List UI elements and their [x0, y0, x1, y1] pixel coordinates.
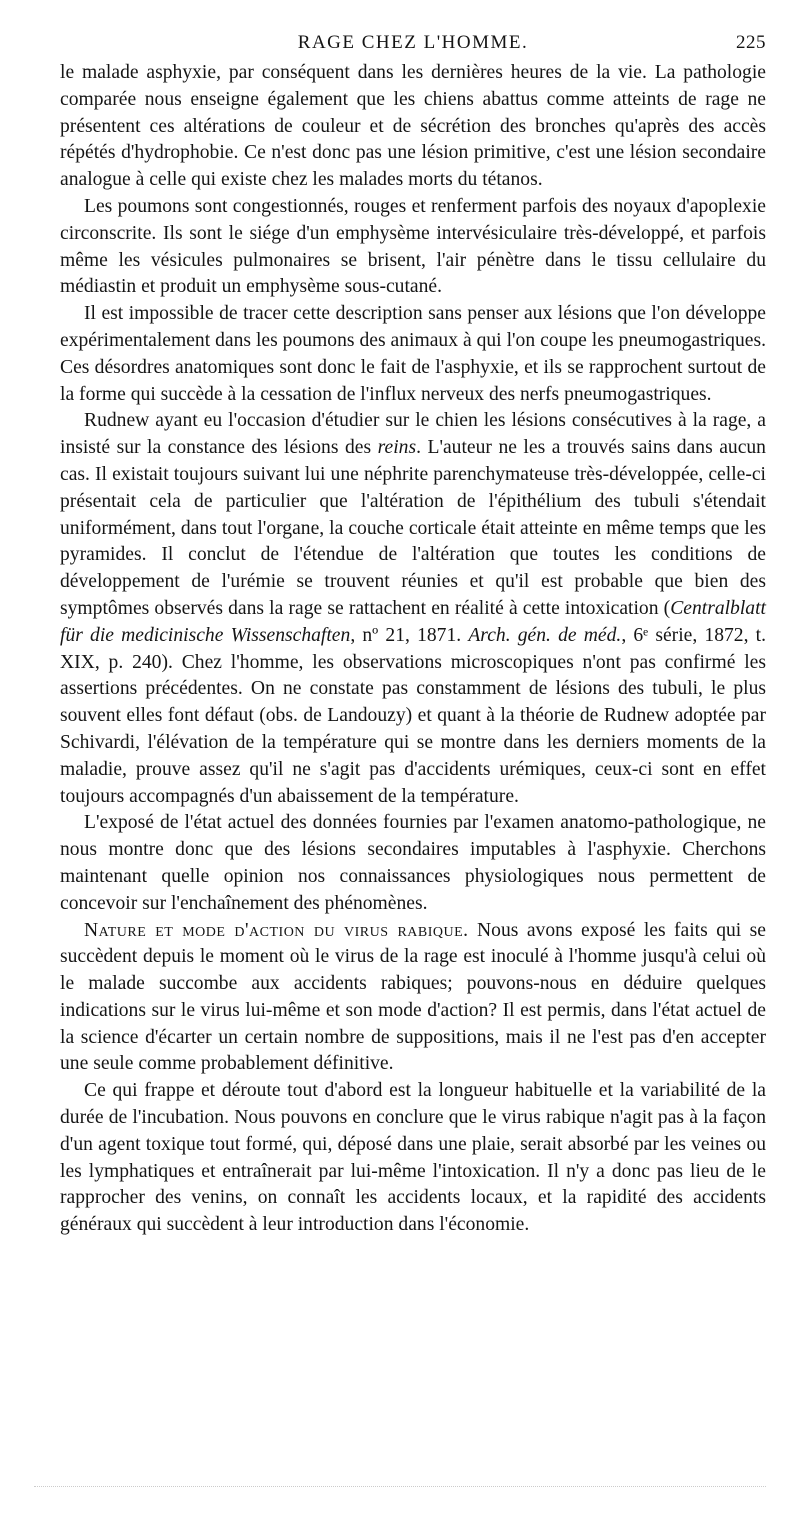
nature-text: Nous avons exposé les faits qui se succèdent depuis le moment où le virus de la rage est inoculé à l'homme jusqu'à celui où le malade succombe aux accidents rabiques; pouvons-nous en déduire quelques indications sur le virus lui-même et son mode d'action? Il est permis, dans l'état actuel de la science d'écarter un certain nombre de suppositions, mais il ne l'est pas d'en accepter une seule comme probablement définitive. [60, 919, 766, 1075]
rudnew-italic-centralblatt: Centralblatt für die medicinische Wissenschaften [60, 597, 766, 646]
paragraph-rudnew [60, 408, 766, 810]
rudnew-text-part-3: , nº 21, 1871. [350, 624, 469, 646]
rudnew-text-part-1: Rudnew ayant eu l'occasion d'étudier sur le chien les lésions consécutives à la rage, a insisté sur la constance des lésions des [60, 410, 766, 459]
paragraph-expose: L'exposé de l'état actuel des données fournies par l'examen anatomo-pathologique, ne nous montre donc que des lésions secondaires imputables à l'asphyxie. Cherchons maintenant quelle opinion nos connaissances physiologiques nous permettent de concevoir sur l'enchaînement des phénomènes. [60, 812, 766, 914]
paragraph-asphyxie: le malade asphyxie, par conséquent dans les dernières heures de la vie. La pathologie comparée nous enseigne également que les chiens abattus comme atteints de rage ne présentent ces altérations de couleur et de sécrétion des bronches qu'après des accès répétés d'hydrophobie. Ce n'est donc pas une lésion primitive, c'est une lésion secondaire analogue à celle qui existe chez les malades morts du tétanos. [60, 62, 766, 191]
body-text [60, 60, 766, 1239]
rudnew-text-part-2: . L'auteur ne les a trouvés sains dans aucun cas. Il existait toujours suivant lui une néphrite parenchymateuse très-développée, celle-ci présentait cela de particulier que l'altération de l'épithélium des tubuli s'étendait uniformément, dans tout l'organe, la couche corticale était atteinte en même temps que les pyramides. Il conclut de l'étendue de l'altération que toutes les conditions de développement de l'urémie se trouvent réunies et qu'il est probable que bien des symptômes observés dans la rage se rattachent en réalité à cette intoxication ( [60, 437, 766, 619]
page-header [60, 26, 766, 60]
paragraph-incubation: Ce qui frappe et déroute tout d'abord est la longueur habituelle et la variabilité de la durée de l'incubation. Nous pouvons en conclure que le virus rabique n'agit pas à la façon d'un agent toxique tout formé, qui, déposé dans une plaie, serait absorbé par les veines ou les lymphatiques et entraînerait par lui-même l'intoxication. Il n'y a donc pas lieu de le rapprocher des venins, on connaît les accidents locaux, et la rapidité des accidents généraux qui succèdent à leur introduction dans l'économie. [60, 1080, 766, 1236]
paragraph-poumons: Les poumons sont congestionnés, rouges et renferment parfois des noyaux d'apoplexie circonscrite. Ils sont le siége d'un emphysème intervésiculaire très-développé, et parfois même les vésicules pulmonaires se brisent, l'air pénètre dans le tissu cellulaire du médiastin et produit un emphysème sous-cutané. [60, 195, 766, 298]
page-number: 225 [736, 32, 766, 53]
rudnew-text-part-4: , 6ᵉ série, 1872, t. XIX, p. 240). Chez l'homme, les observations microscopiques n'ont pas confirmé les assertions précédentes. On ne constate pas constamment de lésions des tubuli, le plus souvent elles font défaut (obs. de Landouzy) et quant à la théorie de Rudnew adoptée par Schivardi, l'élévation de la température qui se montre dans les derniers moments de la maladie, prouve assez qu'il ne s'agit pas d'accidents urémiques, ceux-ci sont en effet toujours accompagnés d'un abaissement de la température. [60, 624, 766, 807]
paragraph-nature [60, 918, 766, 1079]
section-heading: Nature et mode d'action du virus rabique. [84, 919, 469, 941]
print-artifact-divider [34, 1486, 766, 1489]
rudnew-italic-reins: reins [377, 437, 417, 459]
running-title: RAGE CHEZ L'HOMME. [297, 32, 529, 53]
paragraph-pneumogastriques: Il est impossible de tracer cette description sans penser aux lésions que l'on développe expérimentalement dans les poumons des animaux à qui l'on coupe les pneumogastriques. Ces désordres anatomiques sont donc le fait de l'asphyxie, et ils se rapprochent surtout de la forme qui succède à la cessation de l'influx nerveux des nerfs pneumogastriques. [60, 303, 766, 405]
rudnew-italic-arch: Arch. gén. de méd. [468, 624, 622, 646]
